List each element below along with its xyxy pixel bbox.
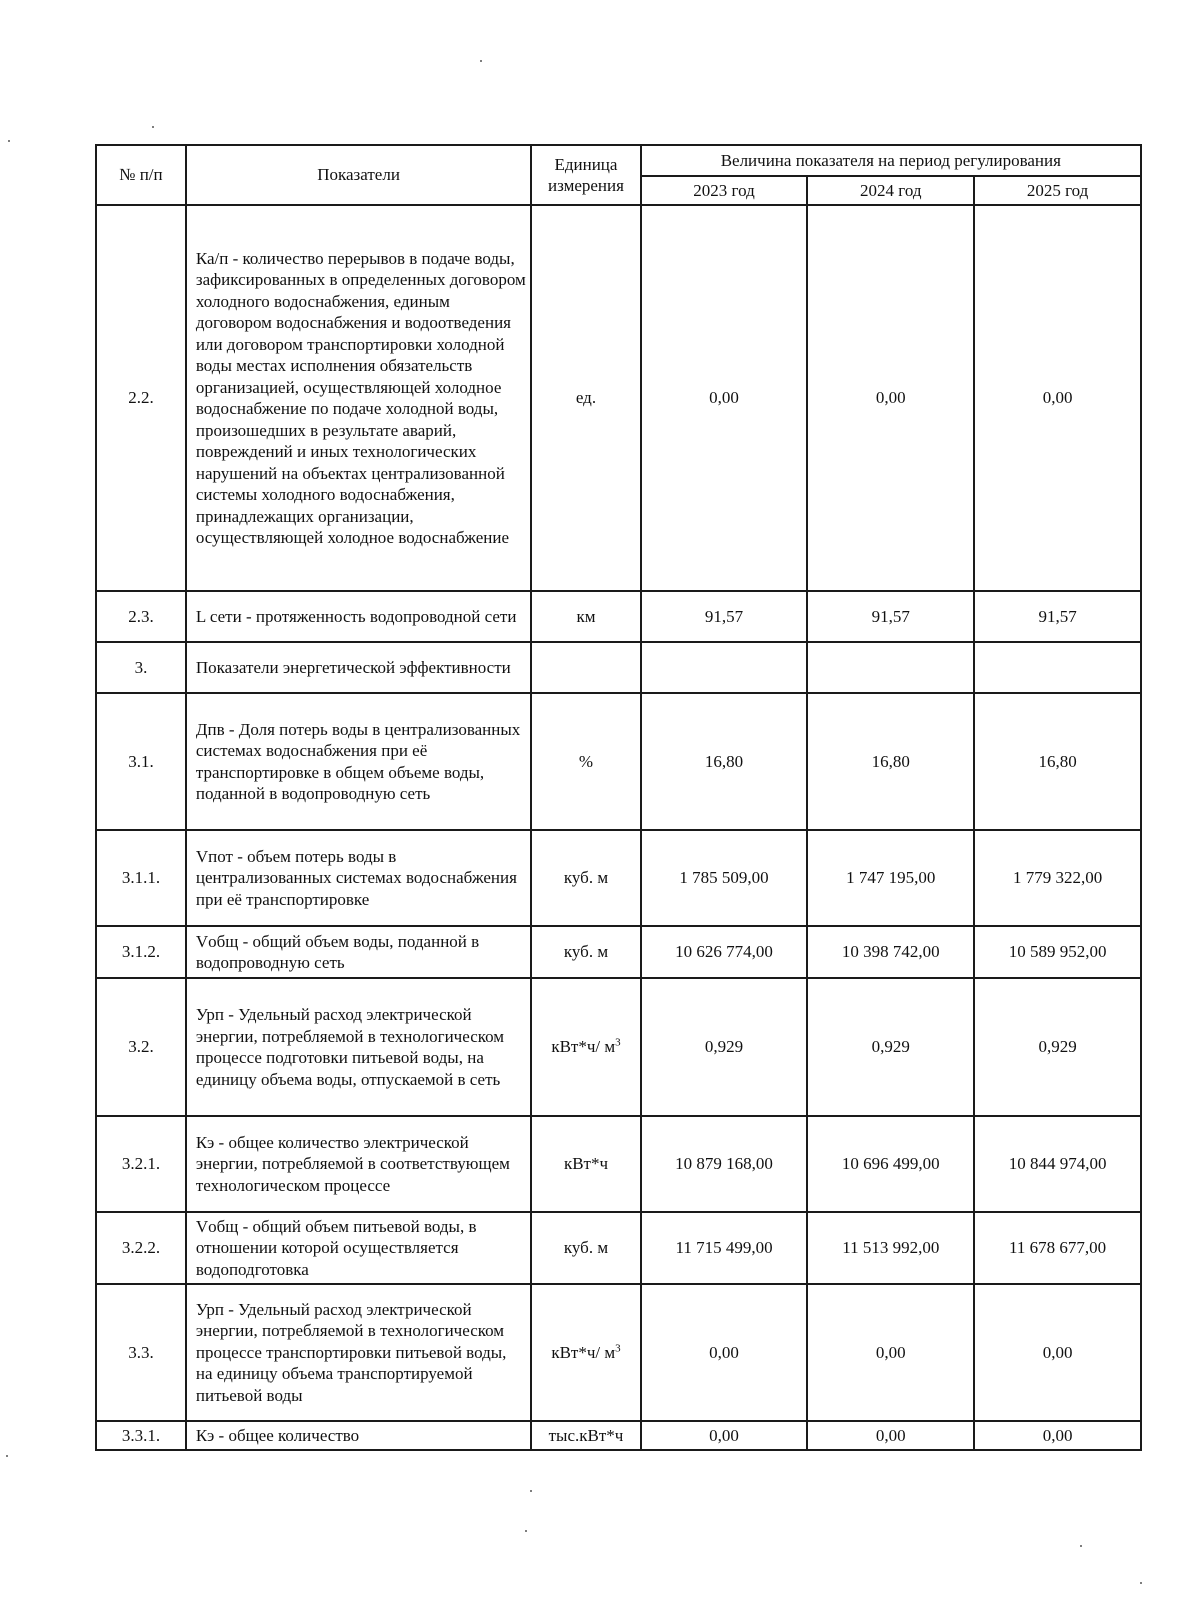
row-value-2023: 11 715 499,00: [641, 1212, 808, 1284]
row-value-2025: 1 779 322,00: [974, 830, 1141, 926]
row-value-2025: 0,00: [974, 1284, 1141, 1421]
row-value-2023: 10 879 168,00: [641, 1116, 808, 1212]
table-row: [96, 1284, 1141, 1421]
table-row: [96, 978, 1141, 1116]
row-indicator: Показатели энергетической эффективности: [186, 642, 531, 693]
scan-speck: [6, 1455, 8, 1457]
table-row: [96, 1212, 1141, 1284]
row-value-2025: 16,80: [974, 693, 1141, 830]
row-value-2025: 10 844 974,00: [974, 1116, 1141, 1212]
row-value-2023: 0,929: [641, 978, 808, 1116]
unit-superscript: 3: [615, 1036, 621, 1049]
table-row: [96, 1116, 1141, 1212]
row-number: 3.2.2.: [96, 1212, 186, 1284]
row-number: 3.: [96, 642, 186, 693]
header-year-2023: 2023 год: [641, 176, 808, 205]
unit-main: кВт*ч/ м: [551, 1342, 616, 1362]
row-number: 3.1.2.: [96, 926, 186, 978]
header-num: № п/п: [96, 145, 186, 205]
row-indicator: Урп - Удельный расход электрической энергии, потребляемой в технологическом процессе подготовки питьевой воды, на единицу объема воды, отпускаемой в сеть: [186, 978, 531, 1116]
row-indicator: Дпв - Доля потерь воды в централизованных системах водоснабжения при её транспортировке в общем объеме воды, поданной в водопроводную сеть: [186, 693, 531, 830]
row-unit: [531, 1284, 640, 1421]
row-indicator: Vобщ - общий объем питьевой воды, в отношении которой осуществляется водоподготовка: [186, 1212, 531, 1284]
row-number: 3.2.1.: [96, 1116, 186, 1212]
row-value-2024: 11 513 992,00: [807, 1212, 974, 1284]
row-value-2025: 91,57: [974, 591, 1141, 642]
row-value-2025: 11 678 677,00: [974, 1212, 1141, 1284]
row-indicator: Vобщ - общий объем воды, поданной в водопроводную сеть: [186, 926, 531, 978]
table-row: [96, 642, 1141, 693]
row-indicator: Урп - Удельный расход электрической энергии, потребляемой в технологическом процессе транспортировки питьевой воды, на единицу объема транспортируемой питьевой воды: [186, 1284, 531, 1421]
row-value-2024: 91,57: [807, 591, 974, 642]
row-value-2023: 0,00: [641, 205, 808, 591]
row-indicator: Vпот - объем потерь воды в централизованных системах водоснабжения при её транспортировке: [186, 830, 531, 926]
scan-speck: [8, 140, 10, 142]
scan-speck: [1080, 1545, 1082, 1547]
table-row: [96, 926, 1141, 978]
header-row: [96, 145, 1141, 176]
row-number: 3.3.: [96, 1284, 186, 1421]
table-row: [96, 205, 1141, 591]
header-indicator: Показатели: [186, 145, 531, 205]
row-value-2023: 10 626 774,00: [641, 926, 808, 978]
row-number: 3.1.: [96, 693, 186, 830]
row-number: 2.3.: [96, 591, 186, 642]
row-value-2023: 16,80: [641, 693, 808, 830]
row-value-2024: 0,00: [807, 205, 974, 591]
header-unit: Единица измерения: [531, 145, 640, 205]
row-unit: куб. м: [531, 926, 640, 978]
row-unit: куб. м: [531, 830, 640, 926]
table-row: [96, 830, 1141, 926]
row-unit: тыс.кВт*ч: [531, 1421, 640, 1450]
row-value-2024: 0,929: [807, 978, 974, 1116]
row-unit: ед.: [531, 205, 640, 591]
row-value-2023: 91,57: [641, 591, 808, 642]
row-value-2023: 1 785 509,00: [641, 830, 808, 926]
row-value-2023: [641, 642, 808, 693]
header-year-2025: 2025 год: [974, 176, 1141, 205]
row-indicator: L сети - протяженность водопроводной сети: [186, 591, 531, 642]
row-number: 3.1.1.: [96, 830, 186, 926]
scan-speck: [525, 1530, 527, 1532]
indicators-table: [95, 144, 1142, 1451]
unit-main: кВт*ч/ м: [551, 1037, 616, 1057]
header-year-2024: 2024 год: [807, 176, 974, 205]
scan-speck: [1140, 1582, 1142, 1584]
table-row: [96, 693, 1141, 830]
row-indicator: Кэ - общее количество: [186, 1421, 531, 1450]
row-value-2024: [807, 642, 974, 693]
row-unit: км: [531, 591, 640, 642]
row-value-2024: 0,00: [807, 1284, 974, 1421]
row-value-2023: 0,00: [641, 1284, 808, 1421]
header-period: Величина показателя на период регулирования: [641, 145, 1141, 176]
scan-speck: [480, 60, 482, 62]
row-indicator: Ка/п - количество перерывов в подаче воды, зафиксированных в определенных договором холодного водоснабжения, единым договором водоснабжения и водоотведения или договором транспортировки холодной воды местах исполнения обязательств организацией, осуществляющей холодное водоснабжение по подаче холодной воды, произошедших в результате аварий, повреждений и иных технологических нарушений на объектах централизованной системы холодного водоснабжения, принадлежащих организации, осуществляющей холодное водоснабжение: [186, 205, 531, 591]
table-row: [96, 1421, 1141, 1450]
row-unit: %: [531, 693, 640, 830]
row-value-2025: 10 589 952,00: [974, 926, 1141, 978]
row-value-2024: 16,80: [807, 693, 974, 830]
scan-speck: [152, 126, 154, 128]
row-value-2025: 0,00: [974, 1421, 1141, 1450]
row-value-2025: 0,929: [974, 978, 1141, 1116]
row-value-2024: 1 747 195,00: [807, 830, 974, 926]
row-value-2025: 0,00: [974, 205, 1141, 591]
row-value-2024: 10 696 499,00: [807, 1116, 974, 1212]
unit-superscript: 3: [615, 1342, 621, 1355]
row-value-2025: [974, 642, 1141, 693]
row-value-2024: 0,00: [807, 1421, 974, 1450]
row-value-2024: 10 398 742,00: [807, 926, 974, 978]
row-unit: куб. м: [531, 1212, 640, 1284]
row-number: 3.3.1.: [96, 1421, 186, 1450]
row-indicator: Кэ - общее количество электрической энергии, потребляемой в соответствующем технологическом процессе: [186, 1116, 531, 1212]
row-unit: [531, 642, 640, 693]
row-number: 2.2.: [96, 205, 186, 591]
row-unit: кВт*ч: [531, 1116, 640, 1212]
row-unit: [531, 978, 640, 1116]
table-row: [96, 591, 1141, 642]
row-number: 3.2.: [96, 978, 186, 1116]
row-value-2023: 0,00: [641, 1421, 808, 1450]
scan-speck: [530, 1490, 532, 1492]
